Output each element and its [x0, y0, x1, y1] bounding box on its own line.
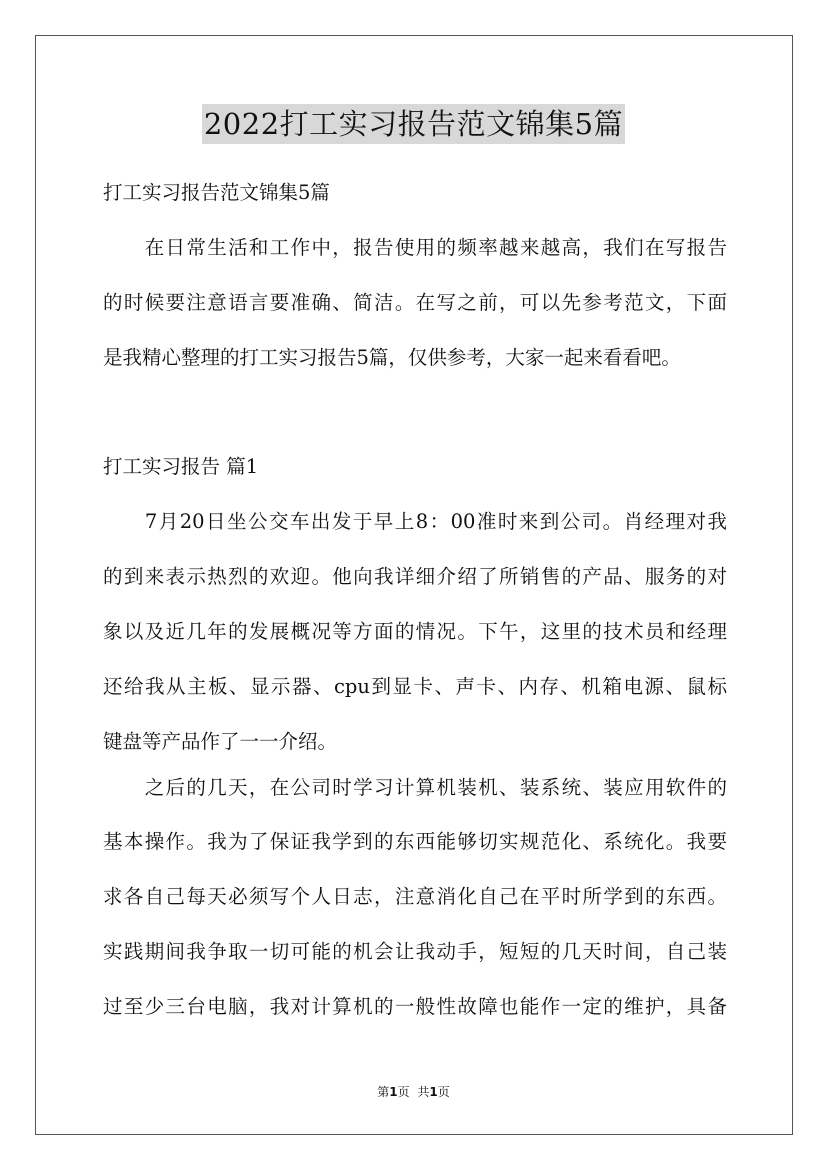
paragraph-line: 是我精心整理的打工实习报告5篇，仅供参考，大家一起来看看吧。 — [103, 346, 681, 369]
paragraph-line: 过至少三台电脑，我对计算机的一般性故障也能作一定的维护，具备 — [103, 995, 727, 1018]
paragraph-line: 之后的几天，在公司时学习计算机装机、装系统、装应用软件的 — [103, 776, 727, 799]
footer-total-pages: 1 — [429, 1085, 438, 1099]
paragraph-line: 求各自己每天必须写个人日志，注意消化自己在平时所学到的东西。 — [103, 885, 727, 908]
paragraph-line: 在日常生活和工作中，报告使用的频率越来越高，我们在写报告 — [103, 236, 727, 259]
page-footer — [0, 1084, 827, 1100]
paragraph-line: 7月20日坐公交车出发于早上8：00准时来到公司。肖经理对我 — [103, 510, 727, 533]
footer-page-unit: 页 — [397, 1085, 410, 1099]
footer-page-number: 1 — [389, 1085, 398, 1099]
paragraph-line: 基本操作。我为了保证我学到的东西能够切实规范化、系统化。我要 — [103, 830, 727, 853]
title-wrap — [0, 104, 827, 144]
section-heading: 打工实习报告范文锦集5篇 — [103, 181, 330, 204]
paragraph-line: 的时候要注意语言要准确、简洁。在写之前，可以先参考范文，下面 — [103, 291, 727, 314]
footer-total-unit: 页 — [437, 1085, 450, 1099]
paragraph-line: 的到来表示热烈的欢迎。他向我详细介绍了所销售的产品、服务的对 — [103, 565, 727, 588]
paragraph-line: 象以及近几年的发展概况等方面的情况。下午，这里的技术员和经理 — [103, 620, 727, 643]
paragraph-line: 还给我从主板、显示器、cpu到显卡、声卡、内存、机箱电源、鼠标 — [103, 675, 727, 698]
footer-total-prefix: 共 — [417, 1085, 430, 1099]
document-title: 2022打工实习报告范文锦集5篇 — [202, 104, 625, 144]
footer-prefix: 第 — [377, 1085, 390, 1099]
paragraph-line: 实践期间我争取一切可能的机会让我动手，短短的几天时间，自己装 — [103, 940, 727, 963]
section-heading: 打工实习报告 篇1 — [103, 455, 259, 478]
paragraph-line: 键盘等产品作了一一介绍。 — [103, 730, 338, 753]
